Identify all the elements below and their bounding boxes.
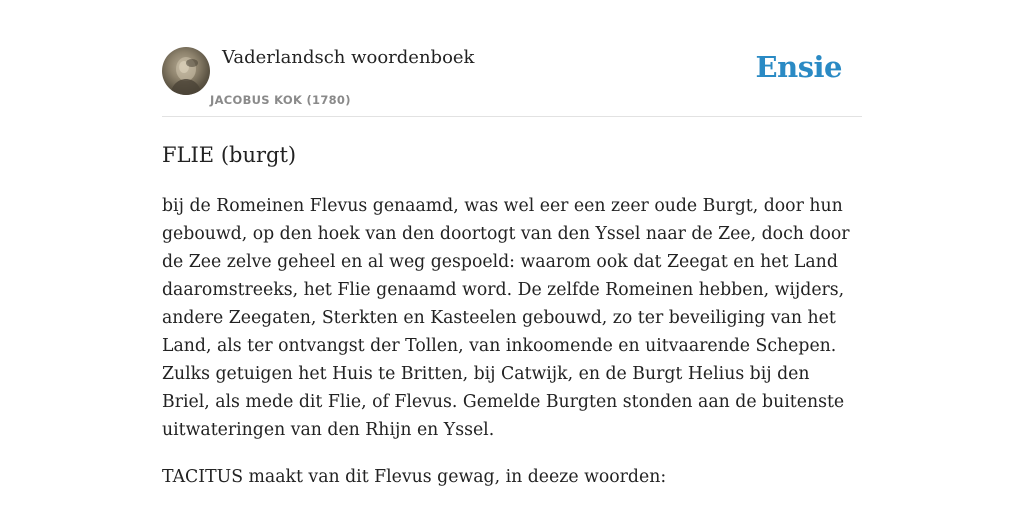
author-portrait-icon[interactable] bbox=[162, 47, 210, 95]
entry-content bbox=[162, 192, 862, 510]
ensie-logo[interactable]: Ensie bbox=[755, 50, 842, 84]
entry-paragraph: TACITUS maakt van dit Flevus gewag, in deeze woorden: bbox=[162, 467, 667, 487]
header bbox=[162, 46, 862, 117]
author-name[interactable]: JACOBUS KOK (1780) bbox=[210, 93, 351, 107]
portrait-image bbox=[162, 47, 210, 95]
entry-title: FLIE (burgt) bbox=[162, 143, 297, 167]
entry-paragraph: bij de Romeinen Flevus genaamd, was wel eer een zeer oude Burgt, door hun gebouwd, op den hoek van den doortogt van den Yssel naar de Zee, doch door de Zee zelve geheel en al weg gespoeld: waarom ook dat Zeegat en het Land daaromstreeks, het Flie genaamd word. De zelfde Romeinen hebben, wijders, andere Zeegaten, Sterkten en Kasteelen gebouwd, zo ter beveiliging van het Land, als ter ontvangst der Tollen, van inkoomende en uitvaarende Schepen. Zulks getuigen het Huis te Britten, bij Catwijk, en de Burgt Helius bij den Briel, als mede dit Flie, of Flevus. Gemelde Burgten stonden aan de buitenste uitwateringen van den Rhijn en Yssel. bbox=[162, 196, 850, 440]
book-title[interactable]: Vaderlandsch woordenboek bbox=[222, 47, 475, 68]
